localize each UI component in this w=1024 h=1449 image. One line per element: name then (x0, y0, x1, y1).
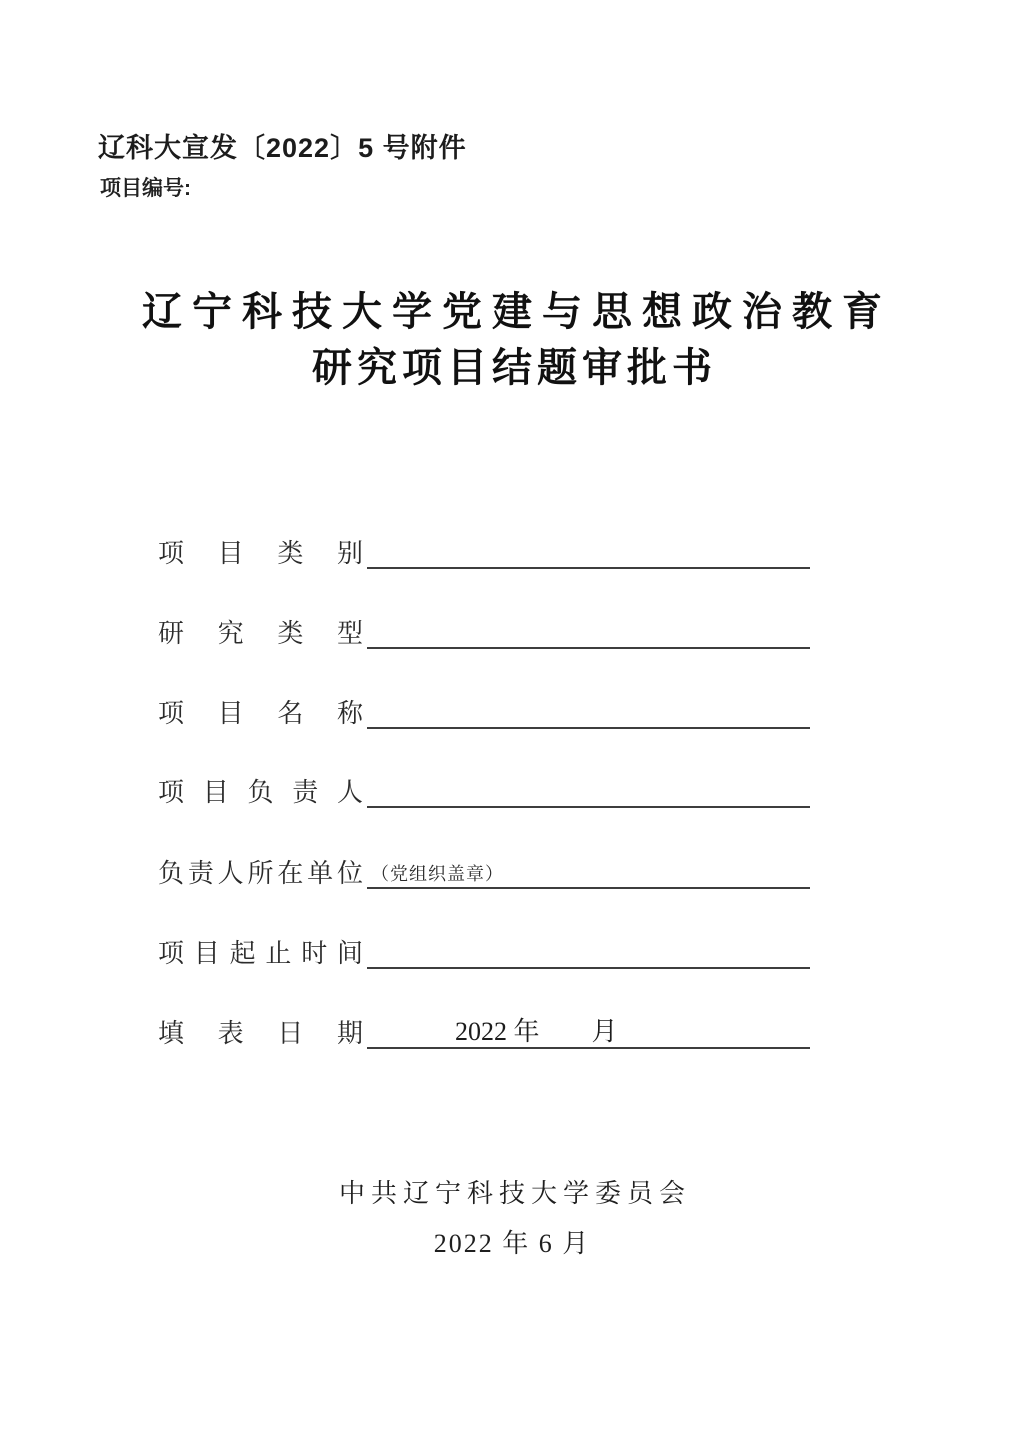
field-label-project-leader: 项目负责人 (158, 778, 363, 807)
field-label-project-name: 项目名称 (158, 699, 363, 728)
field-blank-line-project-leader (367, 778, 810, 808)
footer-committee-name: 中共辽宁科技大学委员会 (338, 1179, 691, 1208)
field-label-research-type: 研究类型 (158, 619, 363, 648)
document-title (0, 284, 1024, 396)
seal-note: （党组织盖章） (371, 864, 504, 884)
title-line-1: 辽宁科技大学党建与思想政治教育 (142, 290, 892, 334)
field-blank-line-leader-unit (367, 859, 810, 889)
title-line-2: 研究项目结题审批书 (312, 346, 717, 390)
project-number-label: 项目编号: (100, 177, 191, 200)
field-label-project-duration: 项目起止时间 (158, 939, 363, 968)
field-label-fill-date: 填表日期 (158, 1019, 363, 1048)
footer-date: 2022 年 6 月 (433, 1229, 591, 1258)
field-label-project-category: 项目类别 (158, 539, 363, 568)
field-row-project-leader (158, 778, 810, 808)
field-row-project-category (158, 539, 810, 569)
field-row-project-name (158, 699, 810, 729)
field-blank-line-project-duration (367, 939, 810, 969)
field-blank-line-project-name (367, 699, 810, 729)
field-row-research-type (158, 619, 810, 649)
field-blank-line-fill-date (367, 1019, 810, 1049)
field-blank-line-research-type (367, 619, 810, 649)
field-blank-line-project-category (367, 539, 810, 569)
doc-number: 辽科大宣发〔2022〕5 号附件 (98, 133, 467, 163)
field-label-leader-unit: 负责人所在单位 (158, 859, 363, 888)
field-row-leader-unit (158, 859, 810, 889)
field-row-fill-date (158, 1019, 810, 1049)
field-value-fill-date: 2022 年 月 (455, 1017, 618, 1046)
field-row-project-duration (158, 939, 810, 969)
